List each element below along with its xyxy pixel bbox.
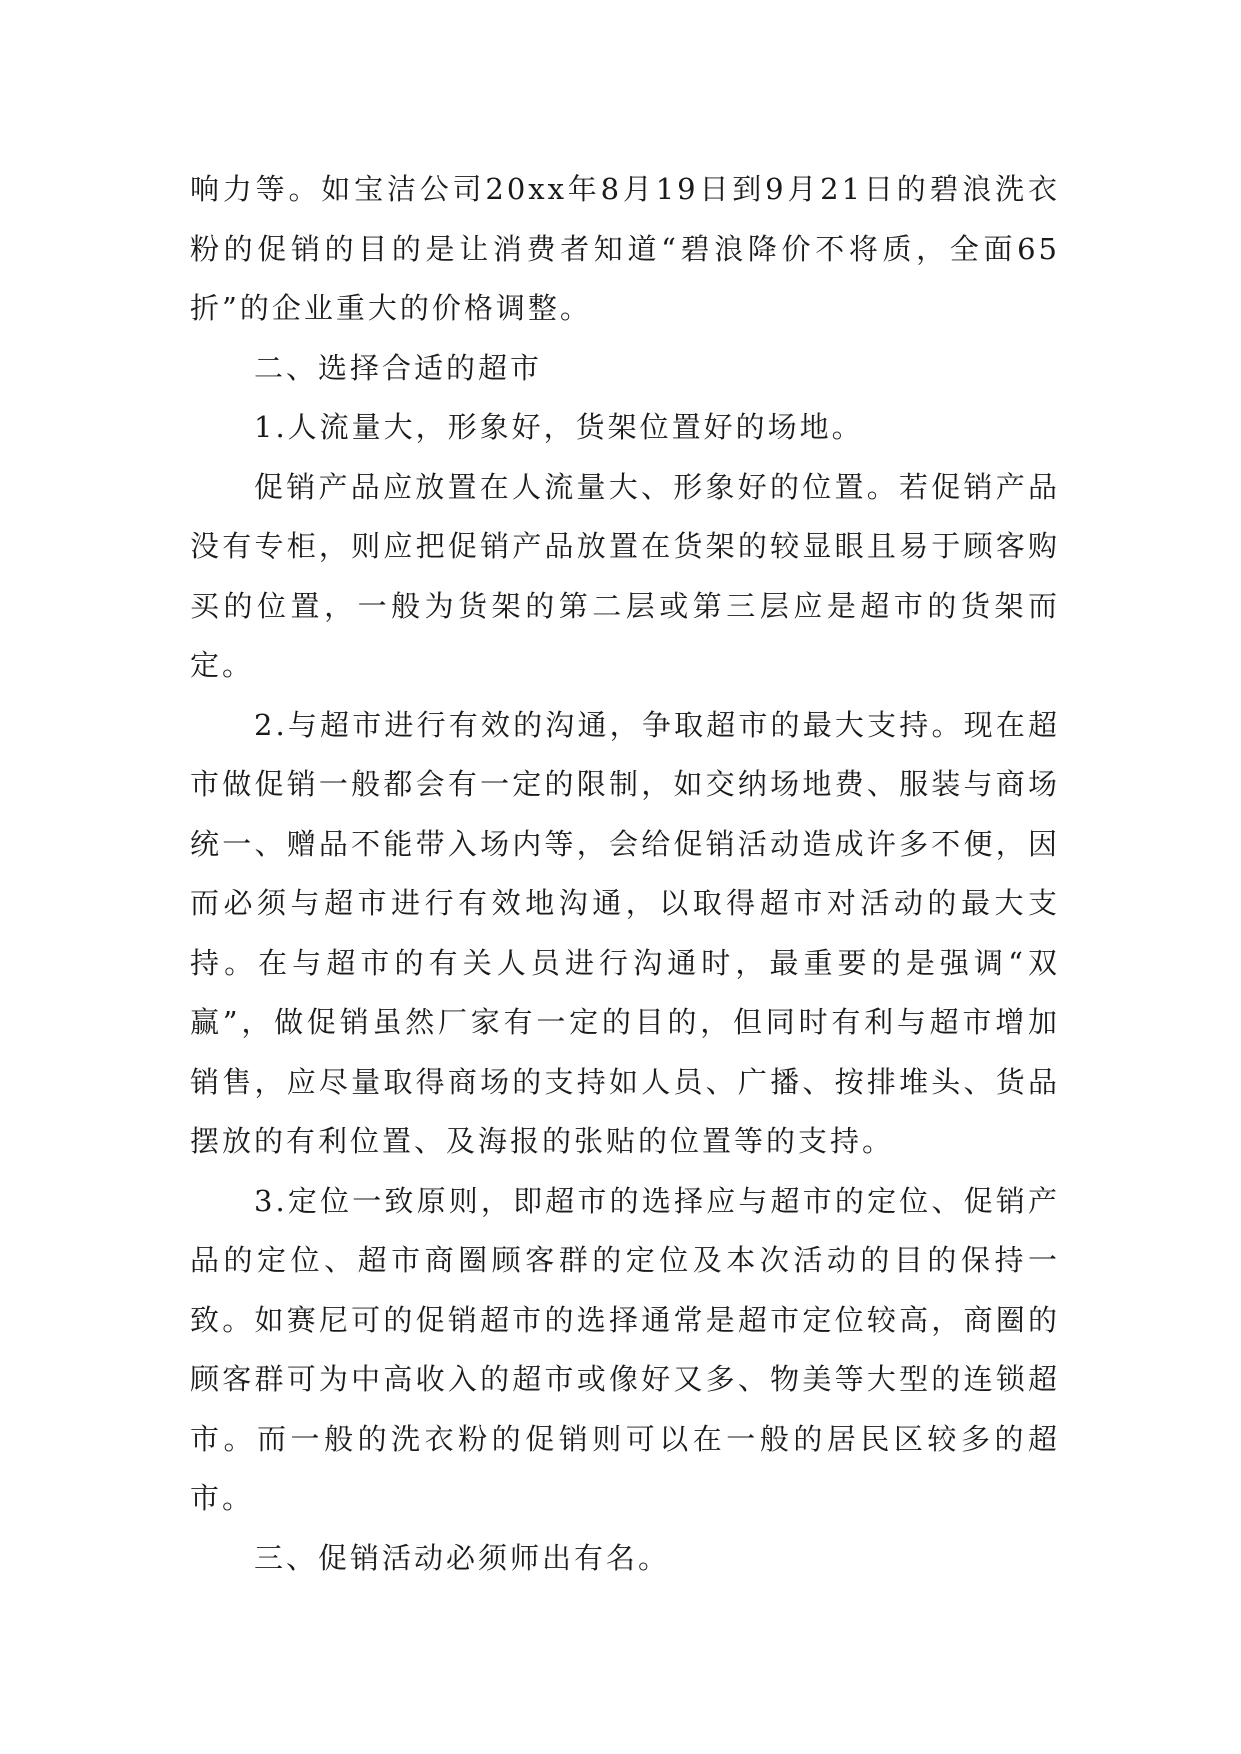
point-1-heading: 1.人流量大，形象好，货架位置好的场地。 bbox=[254, 410, 864, 444]
point-2-paragraph: 2.与超市进行有效的沟通，争取超市的最大支持。现在超市做促销一般都会有一定的限制，如交纳场地费、服装与商场统一、赠品不能带入场内等，会给促销活动造成许多不便，因而必须与超市进行有效地沟通，以取得超市对活动的最大支持。在与超市的有关人员进行沟通时，最重要的是强调“双赢”，做促销虽然厂家有一定的目的，但同时有利与超市增加销售，应尽量取得商场的支持如人员、广播、按排堆头、货品摆放的有利位置、及海报的张贴的位置等的支持。 bbox=[190, 707, 1060, 1158]
document-body bbox=[190, 160, 1060, 1588]
paragraph-continuation: 响力等。如宝洁公司20xx年8月19日到9月21日的碧浪洗衣粉的促销的目的是让消费者知道“碧浪降价不将质，全面65折”的企业重大的价格调整。 bbox=[190, 172, 1060, 325]
paragraph-placement: 促销产品应放置在人流量大、形象好的位置。若促销产品没有专柜，则应把促销产品放置在货架的较显眼且易于顾客购买的位置，一般为货架的第二层或第三层应是超市的货架而定。 bbox=[190, 469, 1060, 682]
section-heading-choose-supermarket: 二、选择合适的超市 bbox=[254, 350, 543, 385]
point-3-paragraph: 3.定位一致原则，即超市的选择应与超市的定位、促销产品的定位、超市商圈顾客群的定位及本次活动的目的保持一致。如赛尼可的促销超市的选择通常是超市定位较高，商圈的顾客群可为中高收入的超市或像好又多、物美等大型的连锁超市。而一般的洗衣粉的促销则可以在一般的居民区较多的超市。 bbox=[190, 1183, 1060, 1515]
section-heading-promotion-justified: 三、促销活动必须师出有名。 bbox=[254, 1540, 671, 1575]
